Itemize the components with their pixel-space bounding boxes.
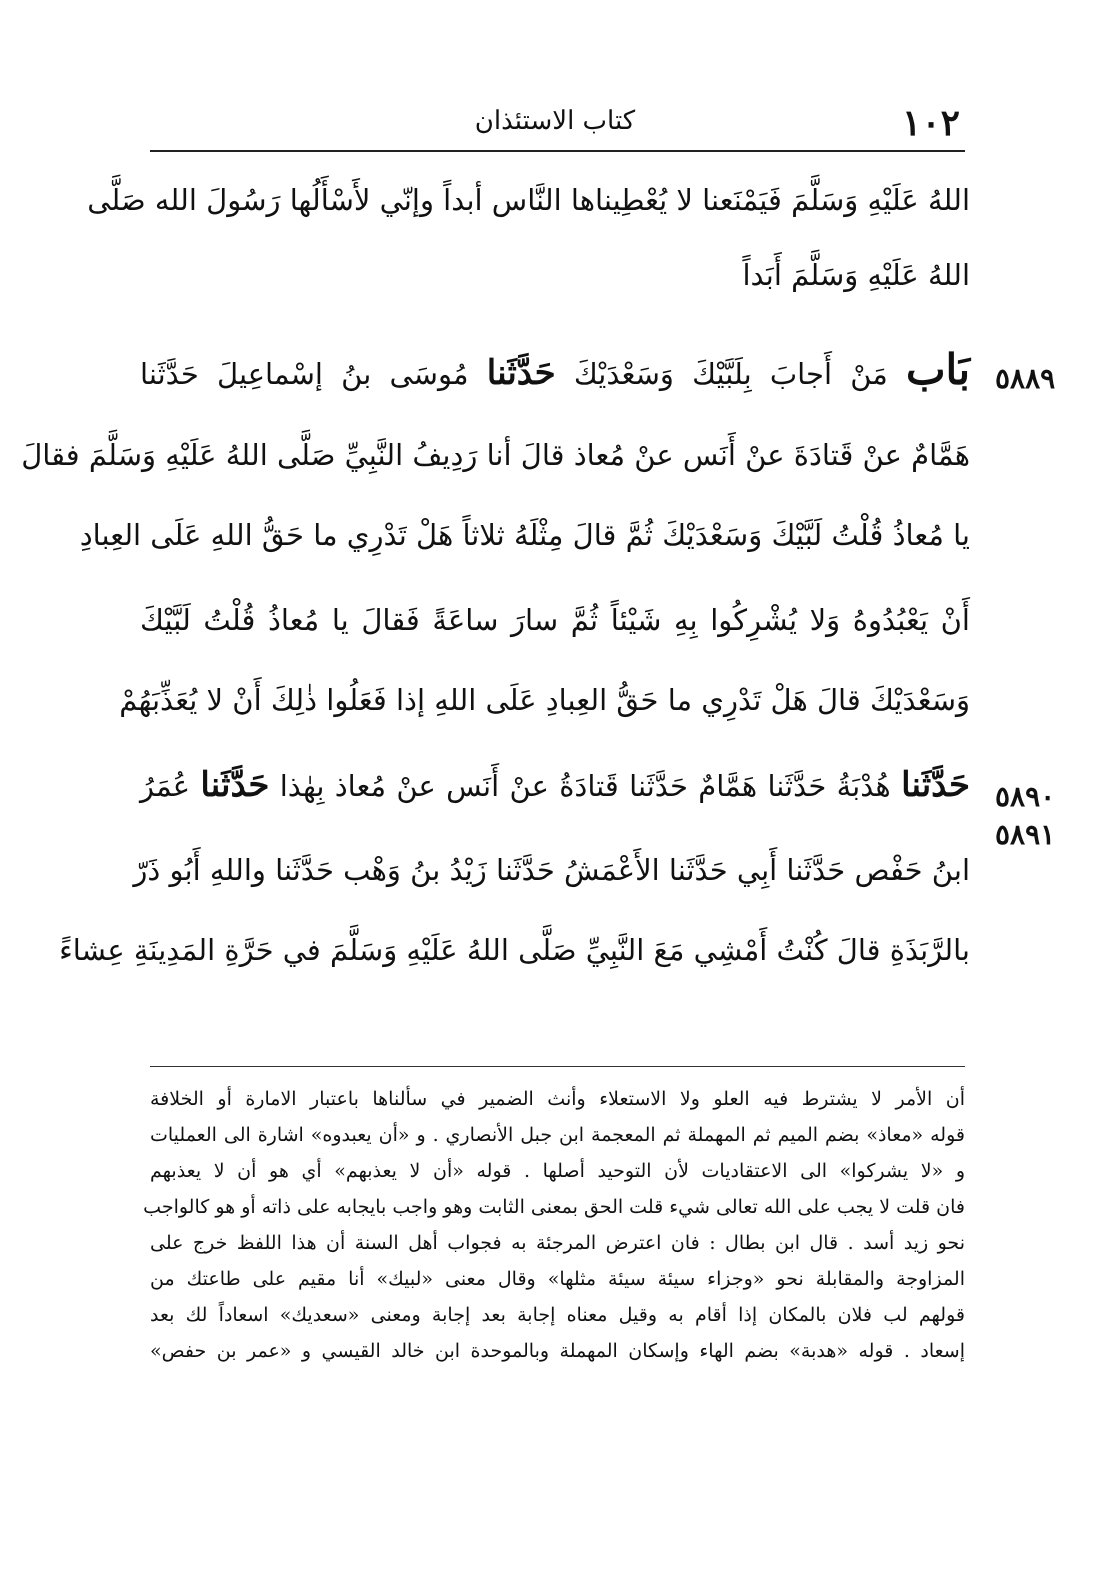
page-title: كتاب الاستئذان [474,106,636,136]
hadith-number: ٥٨٩٠ [995,780,1056,813]
text-line: بالرَّبَذَةِ قالَ كُنْتُ أَمْشِي مَعَ النَّبِيِّ صَلَّى اللهُ عَلَيْهِ وَسَلَّمَ في حَرَّةِ المَدِينَةِ عِشاءً [59,933,970,967]
note-line: قوله «معاذ» بضم الميم ثم المهملة ثم المعجمة ابن جبل الأنصاري . و «أن يعبدوه» اشارة الى العمليات [150,1124,965,1146]
text-line: يا مُعاذُ قُلْتُ لَبَّيْكَ وَسَعْدَيْكَ ثُمَّ قالَ مِثْلَهُ ثلاثاً هَلْ تَدْرِي ما حَقُّ اللهِ عَلَى العِبادِ [79,518,970,552]
note-line: فان قلت لا يجب على الله تعالى شيء قلت الحق بمعنى الثابت وهو واجب بايجابه على ذاته أو هو كالواجب [143,1196,965,1218]
note-line: نحو زيد أسد . قال ابن بطال : فان اعترض المرجئة به فجواب أهل السنة أن هذا اللفظ خرج على [150,1232,965,1254]
note-line: إسعاد . قوله «هدبة» بضم الهاء وإسكان المهملة وبالموحدة ابن خالد القيسي و «عمر بن حفص» [150,1340,965,1362]
header-rule [150,150,965,152]
page-header [150,100,960,150]
bab-heading: بَاب [906,345,971,394]
isnad-text: مُوسَى بنُ إسْماعِيلَ حَدَّثَنا [140,357,469,391]
note-line: قولهم لب فلان بالمكان إذا أقام به وقيل معناه إجابة بعد إجابة ومعنى «سعديك» اسعاداً لك بعد [150,1304,965,1326]
page-number: ١٠٢ [901,102,960,144]
text-line: أَنْ يَعْبُدُوهُ وَلا يُشْرِكُوا بِهِ شَيْئاً ثُمَّ سارَ ساعَةً فَقالَ يا مُعاذُ قُلْتُ لَبَّيْكَ [140,603,970,637]
text-line [140,340,970,400]
text-line: وَسَعْدَيْكَ قالَ هَلْ تَدْرِي ما حَقُّ العِبادِ عَلَى اللهِ إذا فَعَلُوا ذٰلِكَ أَنْ لا يُعَذِّبَهُمْ [119,683,970,717]
notes-rule [150,1066,965,1067]
text-line: اللهُ عَلَيْهِ وَسَلَّمَ فَيَمْنَعنا لا يُعْطِيناها النَّاس أبداً وإنّي لأَسْأَلُها رَسُولَ الله صَلَّى [87,183,970,217]
haddathana-keyword: حَدَّثَنا [486,353,556,393]
haddathana-keyword: حَدَّثَنا [901,765,971,805]
bab-title: مَنْ أَجابَ بِلَبَّيْكَ وَسَعْدَيْكَ [573,357,888,391]
note-line: أن الأمر لا يشترط فيه العلو ولا الاستعلاء وأنث الضمير في سألناها باعتبار الامارة أو الخلافة [150,1088,965,1110]
hadith-number: ٥٨٩١ [995,818,1056,851]
text-line: هَمَّامٌ عنْ قَتادَةَ عنْ أَنَس عنْ مُعاذ قالَ أنا رَدِيفُ النَّبِيِّ صَلَّى اللهُ عَلَيْهِ وَسَلَّمَ فقالَ [21,438,970,472]
note-line: المزاوجة والمقابلة نحو «وجزاء سيئة سيئة مثلها» وقال معنى «لبيك» أنا مقيم على طاعتك من [150,1268,965,1290]
note-line: و «لا يشركوا» الى الاعتقاديات لأن التوحيد أصلها . قوله «أن لا يعذبهم» أي هو أن لا يعذبهم [150,1160,965,1182]
haddathana-keyword: حَدَّثَنا [200,765,270,805]
isnad-text: عُمَرُ [140,769,191,803]
text-line [140,755,970,815]
isnad-text: هُدْبَةُ حَدَّثَنا هَمَّامٌ حَدَّثَنا قَتادَةُ عنْ أَنَس عنْ مُعاذ بِهٰذا [279,769,891,803]
hadith-number: ٥٨٨٩ [995,362,1056,395]
text-line: ابنُ حَفْص حَدَّثَنا أَبِي حَدَّثَنا الأَعْمَشُ حَدَّثَنا زَيْدُ بنُ وَهْب حَدَّثَنا واللهِ أَبُو ذَرّ [133,853,970,887]
text-line: اللهُ عَلَيْهِ وَسَلَّمَ أَبَداً [742,258,970,292]
